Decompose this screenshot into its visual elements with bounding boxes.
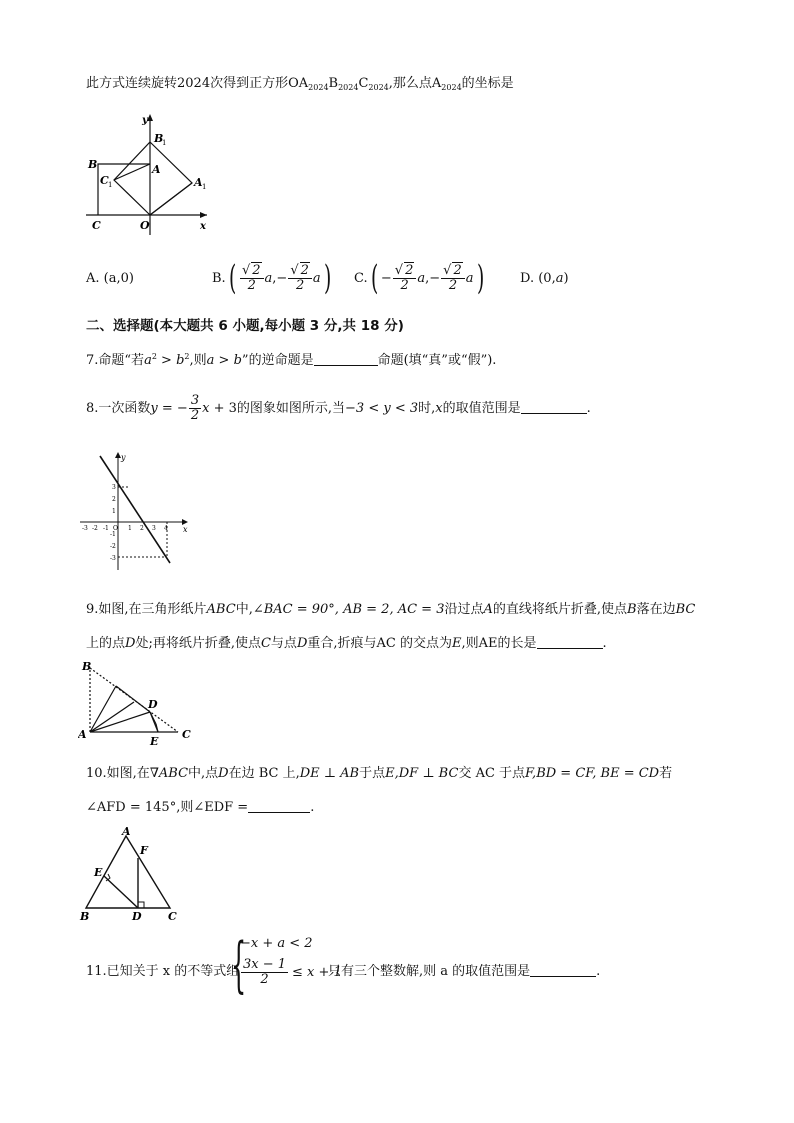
q11-prefix: 11.已知关于 x 的不等式组 <box>86 964 240 979</box>
svg-text:x: x <box>183 525 188 534</box>
svg-text:2: 2 <box>140 525 144 532</box>
svg-text:O: O <box>113 525 118 532</box>
q10-line1: 10.如图,在∇ABC中,点D在边 BC 上,DE ⊥ AB于点E,DF ⊥ BC交 AC 于点F,BD = CF, BE = CD若 <box>86 766 673 781</box>
svg-text:1: 1 <box>108 181 113 189</box>
q9-figure <box>78 658 198 748</box>
q8-answer-blank[interactable] <box>521 401 587 414</box>
svg-text:B: B <box>80 910 90 922</box>
q11-suffix: 只有三个整数解,则 a 的取值范围是 . <box>328 964 601 979</box>
svg-text:A: A <box>122 826 131 838</box>
svg-text:-3: -3 <box>82 525 88 532</box>
svg-text:2: 2 <box>112 496 116 503</box>
q8-figure <box>78 450 193 572</box>
x-axis-arrow-icon <box>200 212 207 218</box>
svg-text:C: C <box>100 174 109 187</box>
q9-line2: 上的点D处;再将纸片折叠,使点C与点D重合,折痕与AC 的交点为E,则AE的长是 . <box>86 636 607 651</box>
q9-answer-blank[interactable] <box>537 636 603 649</box>
svg-text:A: A <box>152 163 161 176</box>
q10-answer-blank[interactable] <box>248 800 310 813</box>
q6-stem: 此方式连续旋转2024次得到正方形$OA_{2024}B_{2024}C_{2024}$,那么点$A_{2024}$的坐标是 <box>86 76 514 92</box>
svg-text:A: A <box>78 728 87 741</box>
svg-text:A: A <box>194 176 203 189</box>
svg-text:3: 3 <box>152 525 156 532</box>
svg-text:C: C <box>168 910 177 922</box>
option-c: C. ( − $\frac{√ 2}{2}$ a ,− $\frac{√ 2}{2}$ a ) <box>354 258 484 298</box>
svg-text:y: y <box>142 115 148 126</box>
q7: 7.命题“若$a^2 > b^2$,则a > b”的逆命题是 命题(填“真”或“假”). <box>86 352 497 368</box>
svg-text:B: B <box>88 158 98 171</box>
svg-text:y: y <box>121 453 126 462</box>
option-a: A. (a,0) <box>86 270 134 286</box>
q11-ineq2: $\frac{3x - 1}{2}$ ≤ x + 1 <box>243 957 342 987</box>
q10-line2: ∠AFD = 145°,则∠EDF = . <box>86 800 315 815</box>
svg-text:-2: -2 <box>110 543 116 550</box>
svg-text:1: 1 <box>128 525 132 532</box>
q8: 8.一次函数y = − $\frac{3}{2}$ x + 3的图象如图所示,当−3 < y < 3时,x的取值范围是 . <box>86 393 591 423</box>
section-title: 二、选择题(本大题共 6 小题,每小题 3 分,共 18 分) <box>86 318 404 334</box>
system-brace: { <box>231 930 247 1000</box>
svg-text:E: E <box>150 735 159 748</box>
svg-text:E: E <box>94 866 103 879</box>
q9-line1: 9.如图,在三角形纸片ABC中,∠BAC = 90°, AB = 2, AC = 3沿过点A的直线将纸片折叠,使点B落在边BC <box>86 602 696 617</box>
option-b: B. ( $\frac{√ 2}{2}$ a ,− $\frac{√ 2}{2}$ a ) <box>212 258 331 298</box>
svg-text:-1: -1 <box>110 531 116 538</box>
svg-text:-2: -2 <box>92 525 98 532</box>
svg-text:F: F <box>140 844 148 857</box>
q7-answer-blank[interactable] <box>314 353 378 366</box>
svg-text:C: C <box>92 219 101 232</box>
svg-text:-3: -3 <box>110 555 116 562</box>
svg-text:D: D <box>148 698 158 711</box>
option-d: D. (0, a ) <box>520 270 569 286</box>
svg-text:1: 1 <box>162 139 167 147</box>
svg-text:-1: -1 <box>103 525 109 532</box>
q11-answer-blank[interactable] <box>530 964 596 977</box>
q10-figure <box>78 826 188 922</box>
svg-text:B: B <box>154 132 164 145</box>
svg-text:4: 4 <box>164 525 168 532</box>
svg-text:O: O <box>140 219 150 232</box>
svg-text:3: 3 <box>112 484 116 491</box>
q6-figure <box>82 110 217 240</box>
svg-text:1: 1 <box>112 508 116 515</box>
q11-ineq1: −x + a < 2 <box>240 936 313 951</box>
svg-text:D: D <box>132 910 142 922</box>
y-axis-arrow-icon <box>147 114 153 121</box>
svg-text:x: x <box>200 221 206 232</box>
svg-text:B: B <box>82 660 92 673</box>
svg-text:C: C <box>182 728 191 741</box>
svg-text:1: 1 <box>202 183 207 191</box>
